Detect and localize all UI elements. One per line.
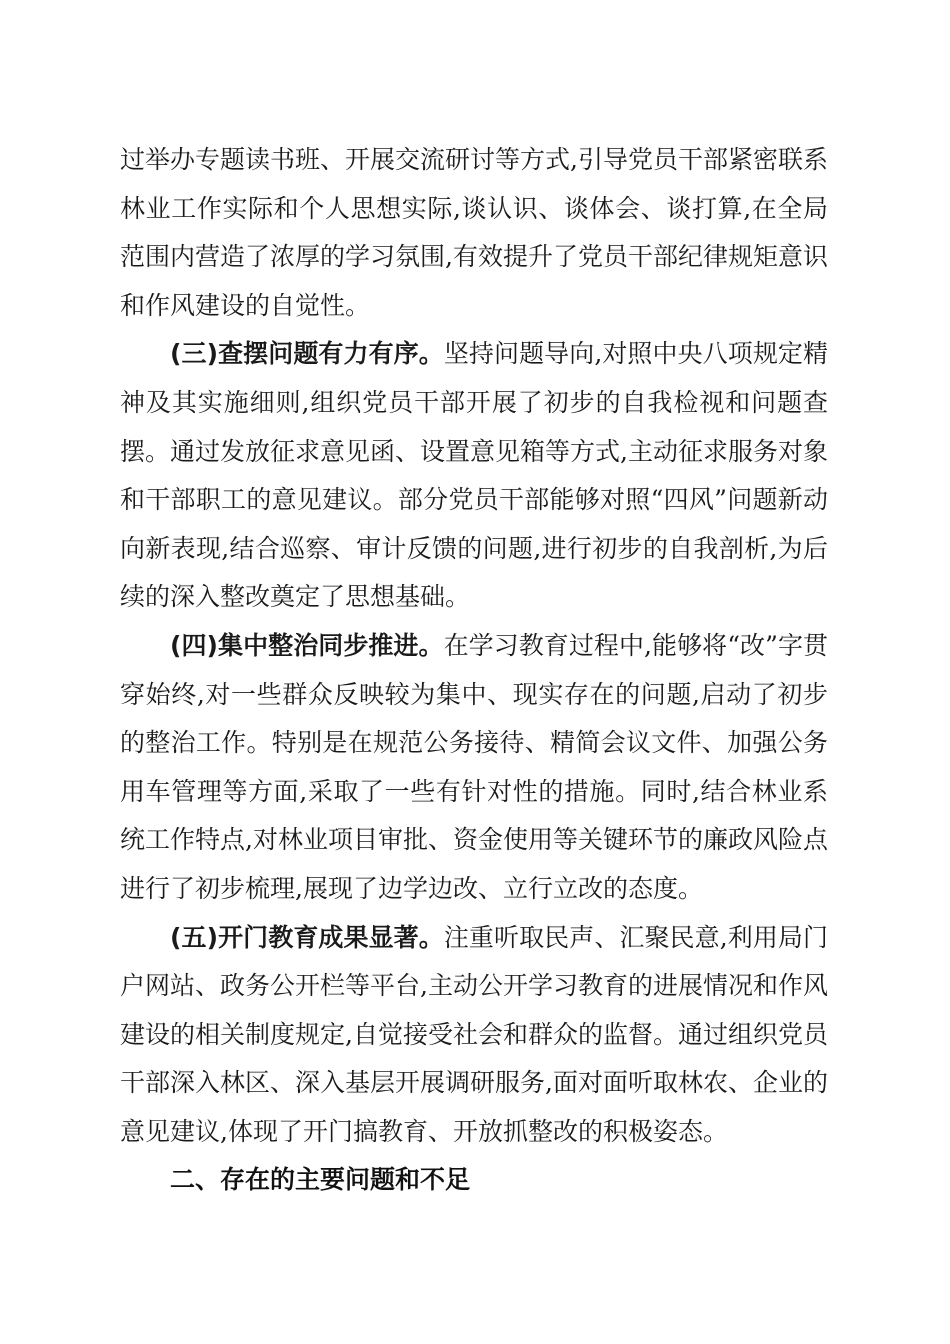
paragraph-section-4 (120, 622, 828, 914)
paragraph-lead-heading: (五)开门教育成果显著。 (170, 922, 444, 952)
paragraph-body: 坚持问题导向,对照中央八项规定精神及其实施细则,组织党员干部开展了初步的自我检视和问题查摆。通过发放征求意见函、设置意见箱等方式,主动征求服务对象和干部职工的意见建议。部分党员干部能够对照“四风”问题新动向新表现,结合巡察、审计反馈的问题,进行初步的自我剖析,为后续的深入整改奠定了思想基础。 (120, 339, 828, 612)
paragraph-continuation (120, 136, 828, 330)
paragraph-lead-heading: (三)查摆问题有力有序。 (170, 339, 444, 369)
section-heading: 二、存在的主要问题和不足 (170, 1165, 471, 1195)
document-body (120, 136, 828, 1205)
paragraph-section-5 (120, 914, 828, 1157)
paragraph-section-3 (120, 330, 828, 622)
paragraph-body: 注重听取民声、汇聚民意,利用局门户网站、政务公开栏等平台,主动公开学习教育的进展情况和作风建设的相关制度规定,自觉接受社会和群众的监督。通过组织党员干部深入林区、深入基层开展调研服务,面对面听取林农、企业的意见建议,体现了开门搞教育、开放抓整改的积极姿态。 (120, 922, 828, 1146)
paragraph-body: 过举办专题读书班、开展交流研讨等方式,引导党员干部紧密联系林业工作实际和个人思想实际,谈认识、谈体会、谈打算,在全局范围内营造了浓厚的学习氛围,有效提升了党员干部纪律规矩意识和作风建设的自觉性。 (120, 145, 828, 320)
paragraph-lead-heading: (四)集中整治同步推进。 (170, 630, 444, 660)
paragraph-body: 在学习教育过程中,能够将“改”字贯穿始终,对一些群众反映较为集中、现实存在的问题,启动了初步的整治工作。特别是在规范公务接待、精简会议文件、加强公务用车管理等方面,采取了一些有针对性的措施。同时,结合林业系统工作特点,对林业项目审批、资金使用等关键环节的廉政风险点进行了初步梳理,展现了边学边改、立行立改的态度。 (120, 630, 829, 903)
